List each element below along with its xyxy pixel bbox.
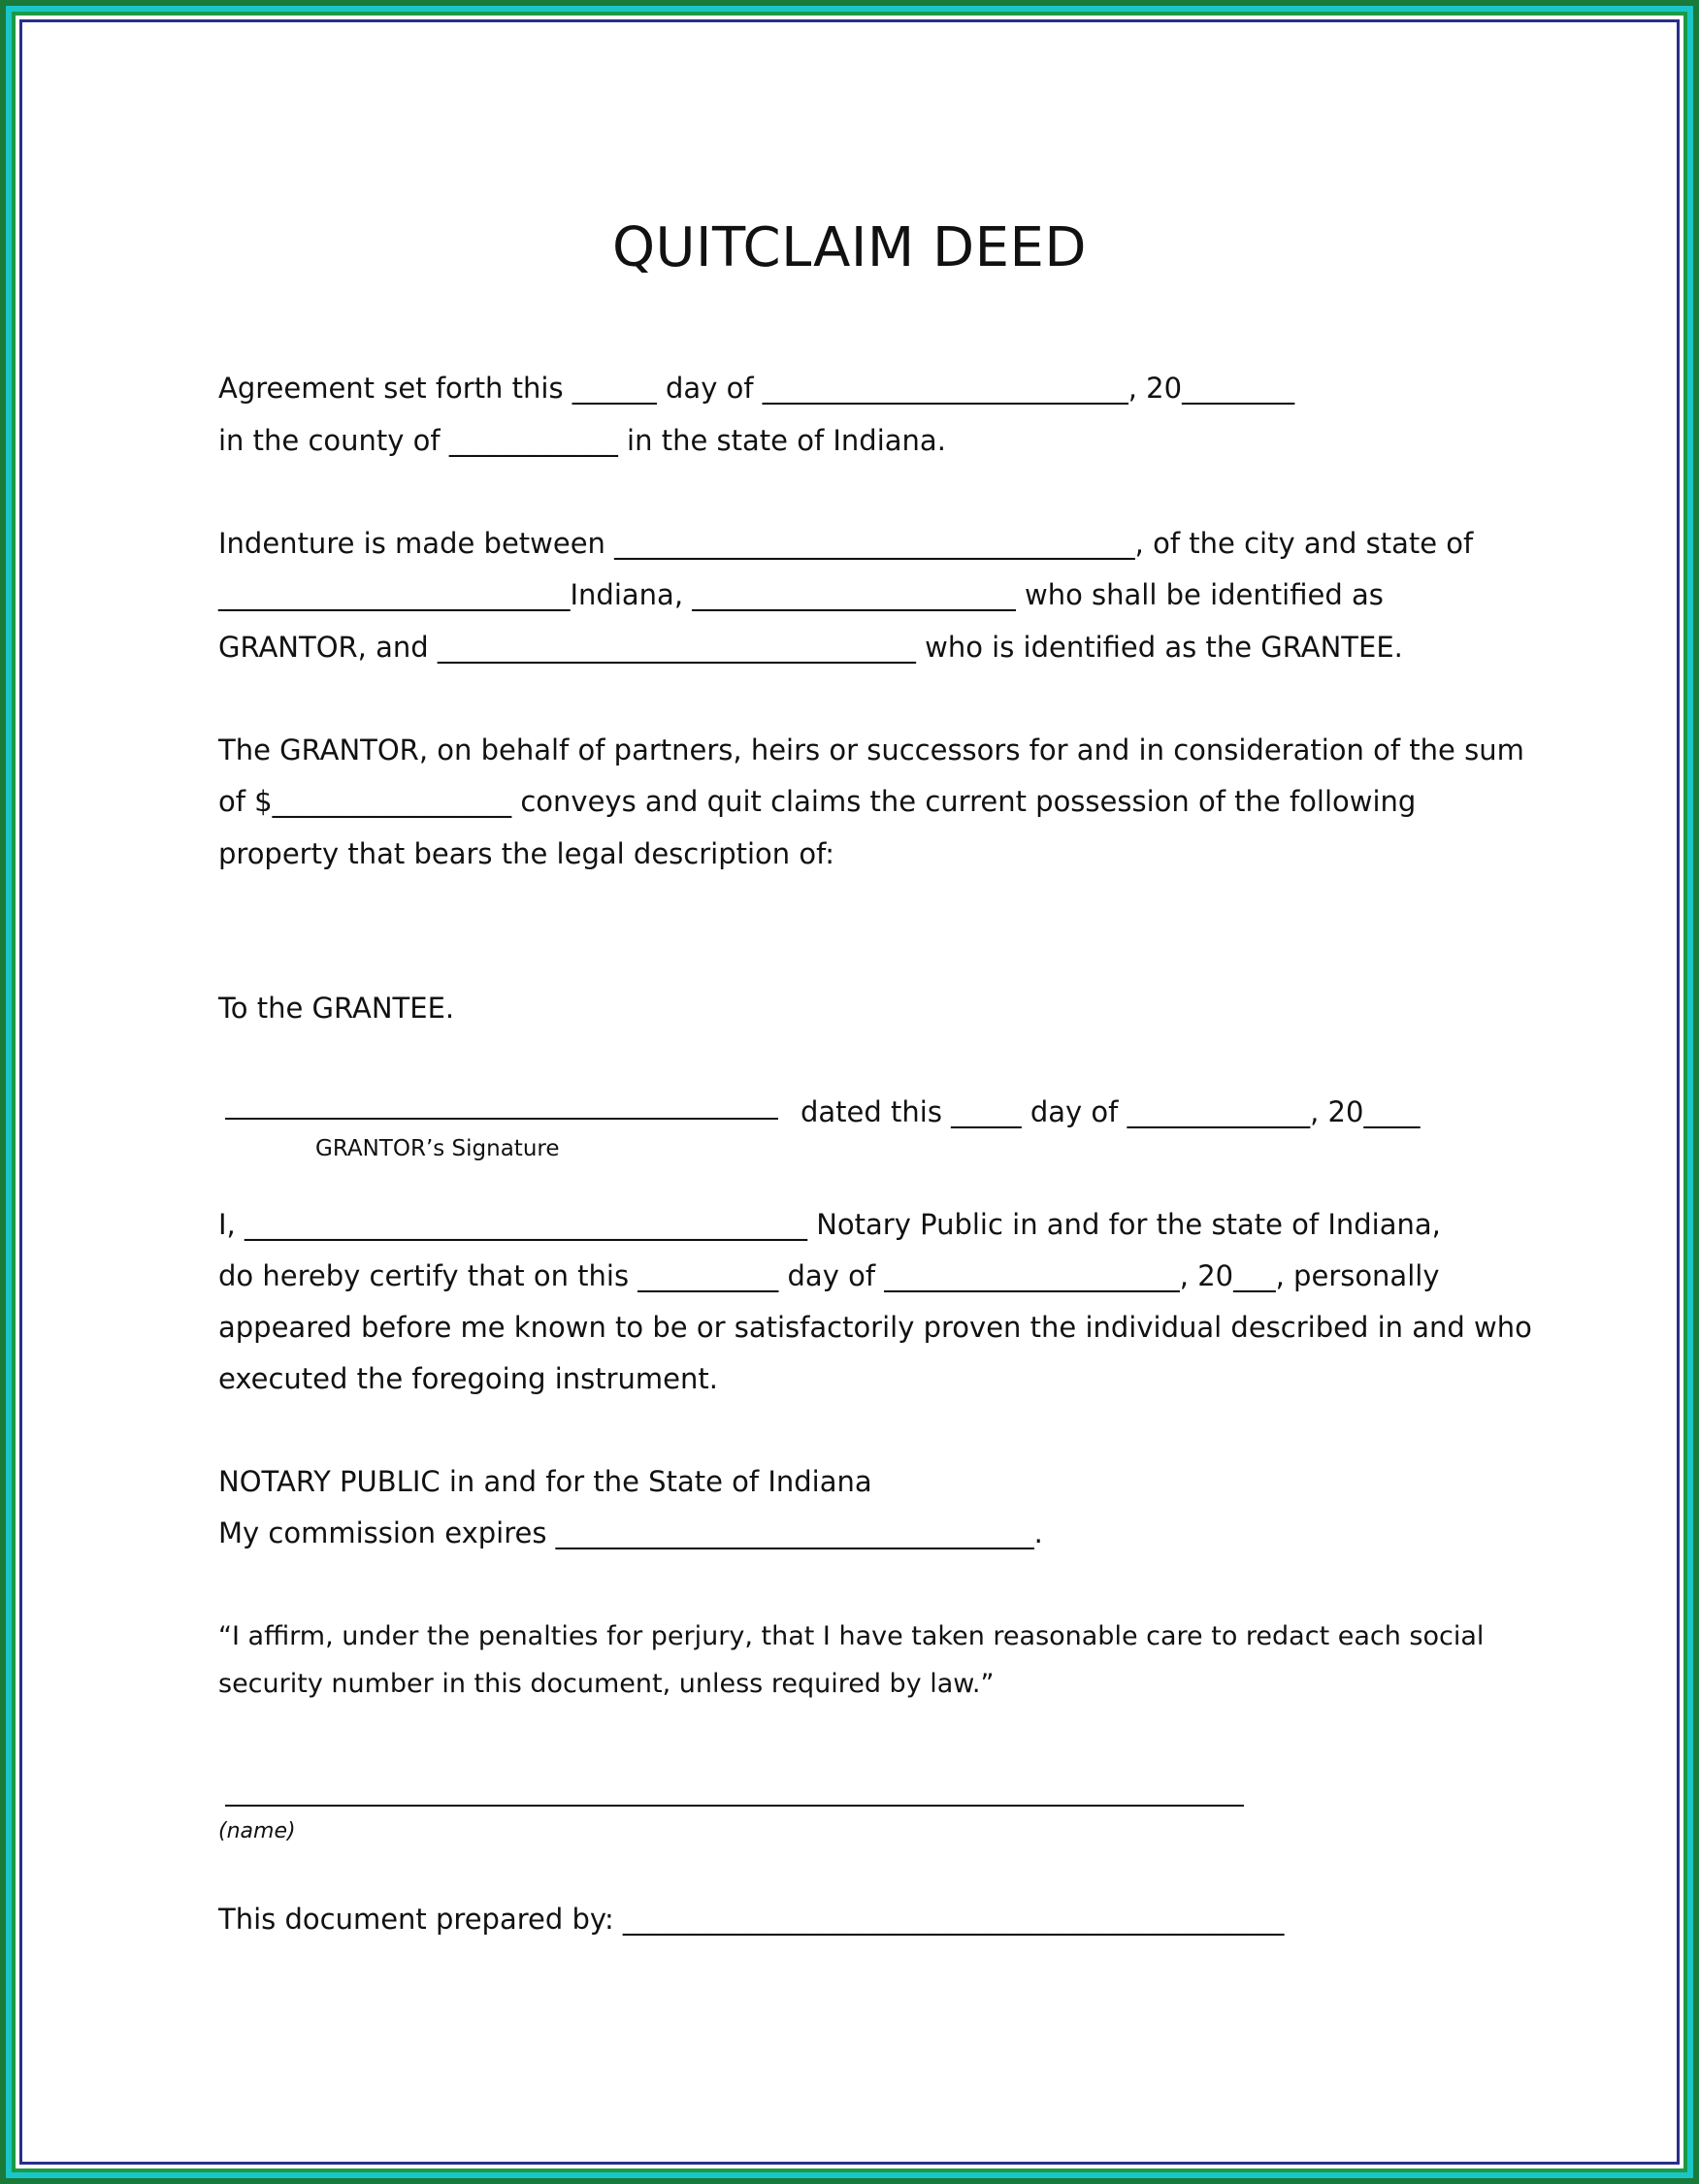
indenture-line-3: GRANTOR, and __________________________________ who is identified as the GRANTEE. xyxy=(218,631,1403,664)
consideration-line-3: property that bears the legal description of: xyxy=(218,837,835,870)
prepared-by-line: This document prepared by: _______________________________________________ xyxy=(218,1903,1285,1936)
notary-line-1: I, ________________________________________ Notary Public in and for the state of Indiana, xyxy=(218,1208,1441,1241)
name-signature-line xyxy=(225,1805,1244,1807)
notary-line-4: executed the foregoing instrument. xyxy=(218,1362,718,1395)
agreement-line-1: Agreement set forth this ______ day of __________________________, 20________ xyxy=(218,372,1295,405)
consideration-line-1: The GRANTOR, on behalf of partners, heirs or successors for and in consideration of the sum xyxy=(218,733,1524,766)
indenture-line-1: Indenture is made between _____________________________________, of the city and state of xyxy=(218,527,1474,560)
document-title: QUITCLAIM DEED xyxy=(611,216,1088,279)
consideration-line-2: of $_________________ conveys and quit claims the current possession of the following xyxy=(218,785,1417,818)
grantor-signature-line xyxy=(225,1118,778,1120)
affirmation-line-2: security number in this document, unless required by law.” xyxy=(218,1669,995,1699)
grantor-signature-label: GRANTOR’s Signature xyxy=(315,1136,560,1161)
affirmation-line-1: “I affirm, under the penalties for perjury, that I have taken reasonable care to redact each social xyxy=(218,1621,1485,1651)
notary-line-2: do hereby certify that on this __________ day of _____________________, 20___, personally xyxy=(218,1259,1440,1292)
commission-expires-line: My commission expires __________________________________. xyxy=(218,1516,1043,1549)
notary-line-3: appeared before me known to be or satisfactorily proven the individual described in and who xyxy=(218,1311,1532,1344)
to-grantee-line: To the GRANTEE. xyxy=(218,992,455,1025)
agreement-line-2: in the county of ____________ in the state of Indiana. xyxy=(218,424,946,457)
indenture-line-2: _________________________Indiana, _______________________ who shall be identified as xyxy=(218,578,1384,611)
notary-public-line: NOTARY PUBLIC in and for the State of Indiana xyxy=(218,1465,872,1498)
grantor-dated-line: dated this _____ day of _____________, 20____ xyxy=(800,1095,1421,1128)
name-label: (name) xyxy=(218,1819,296,1843)
